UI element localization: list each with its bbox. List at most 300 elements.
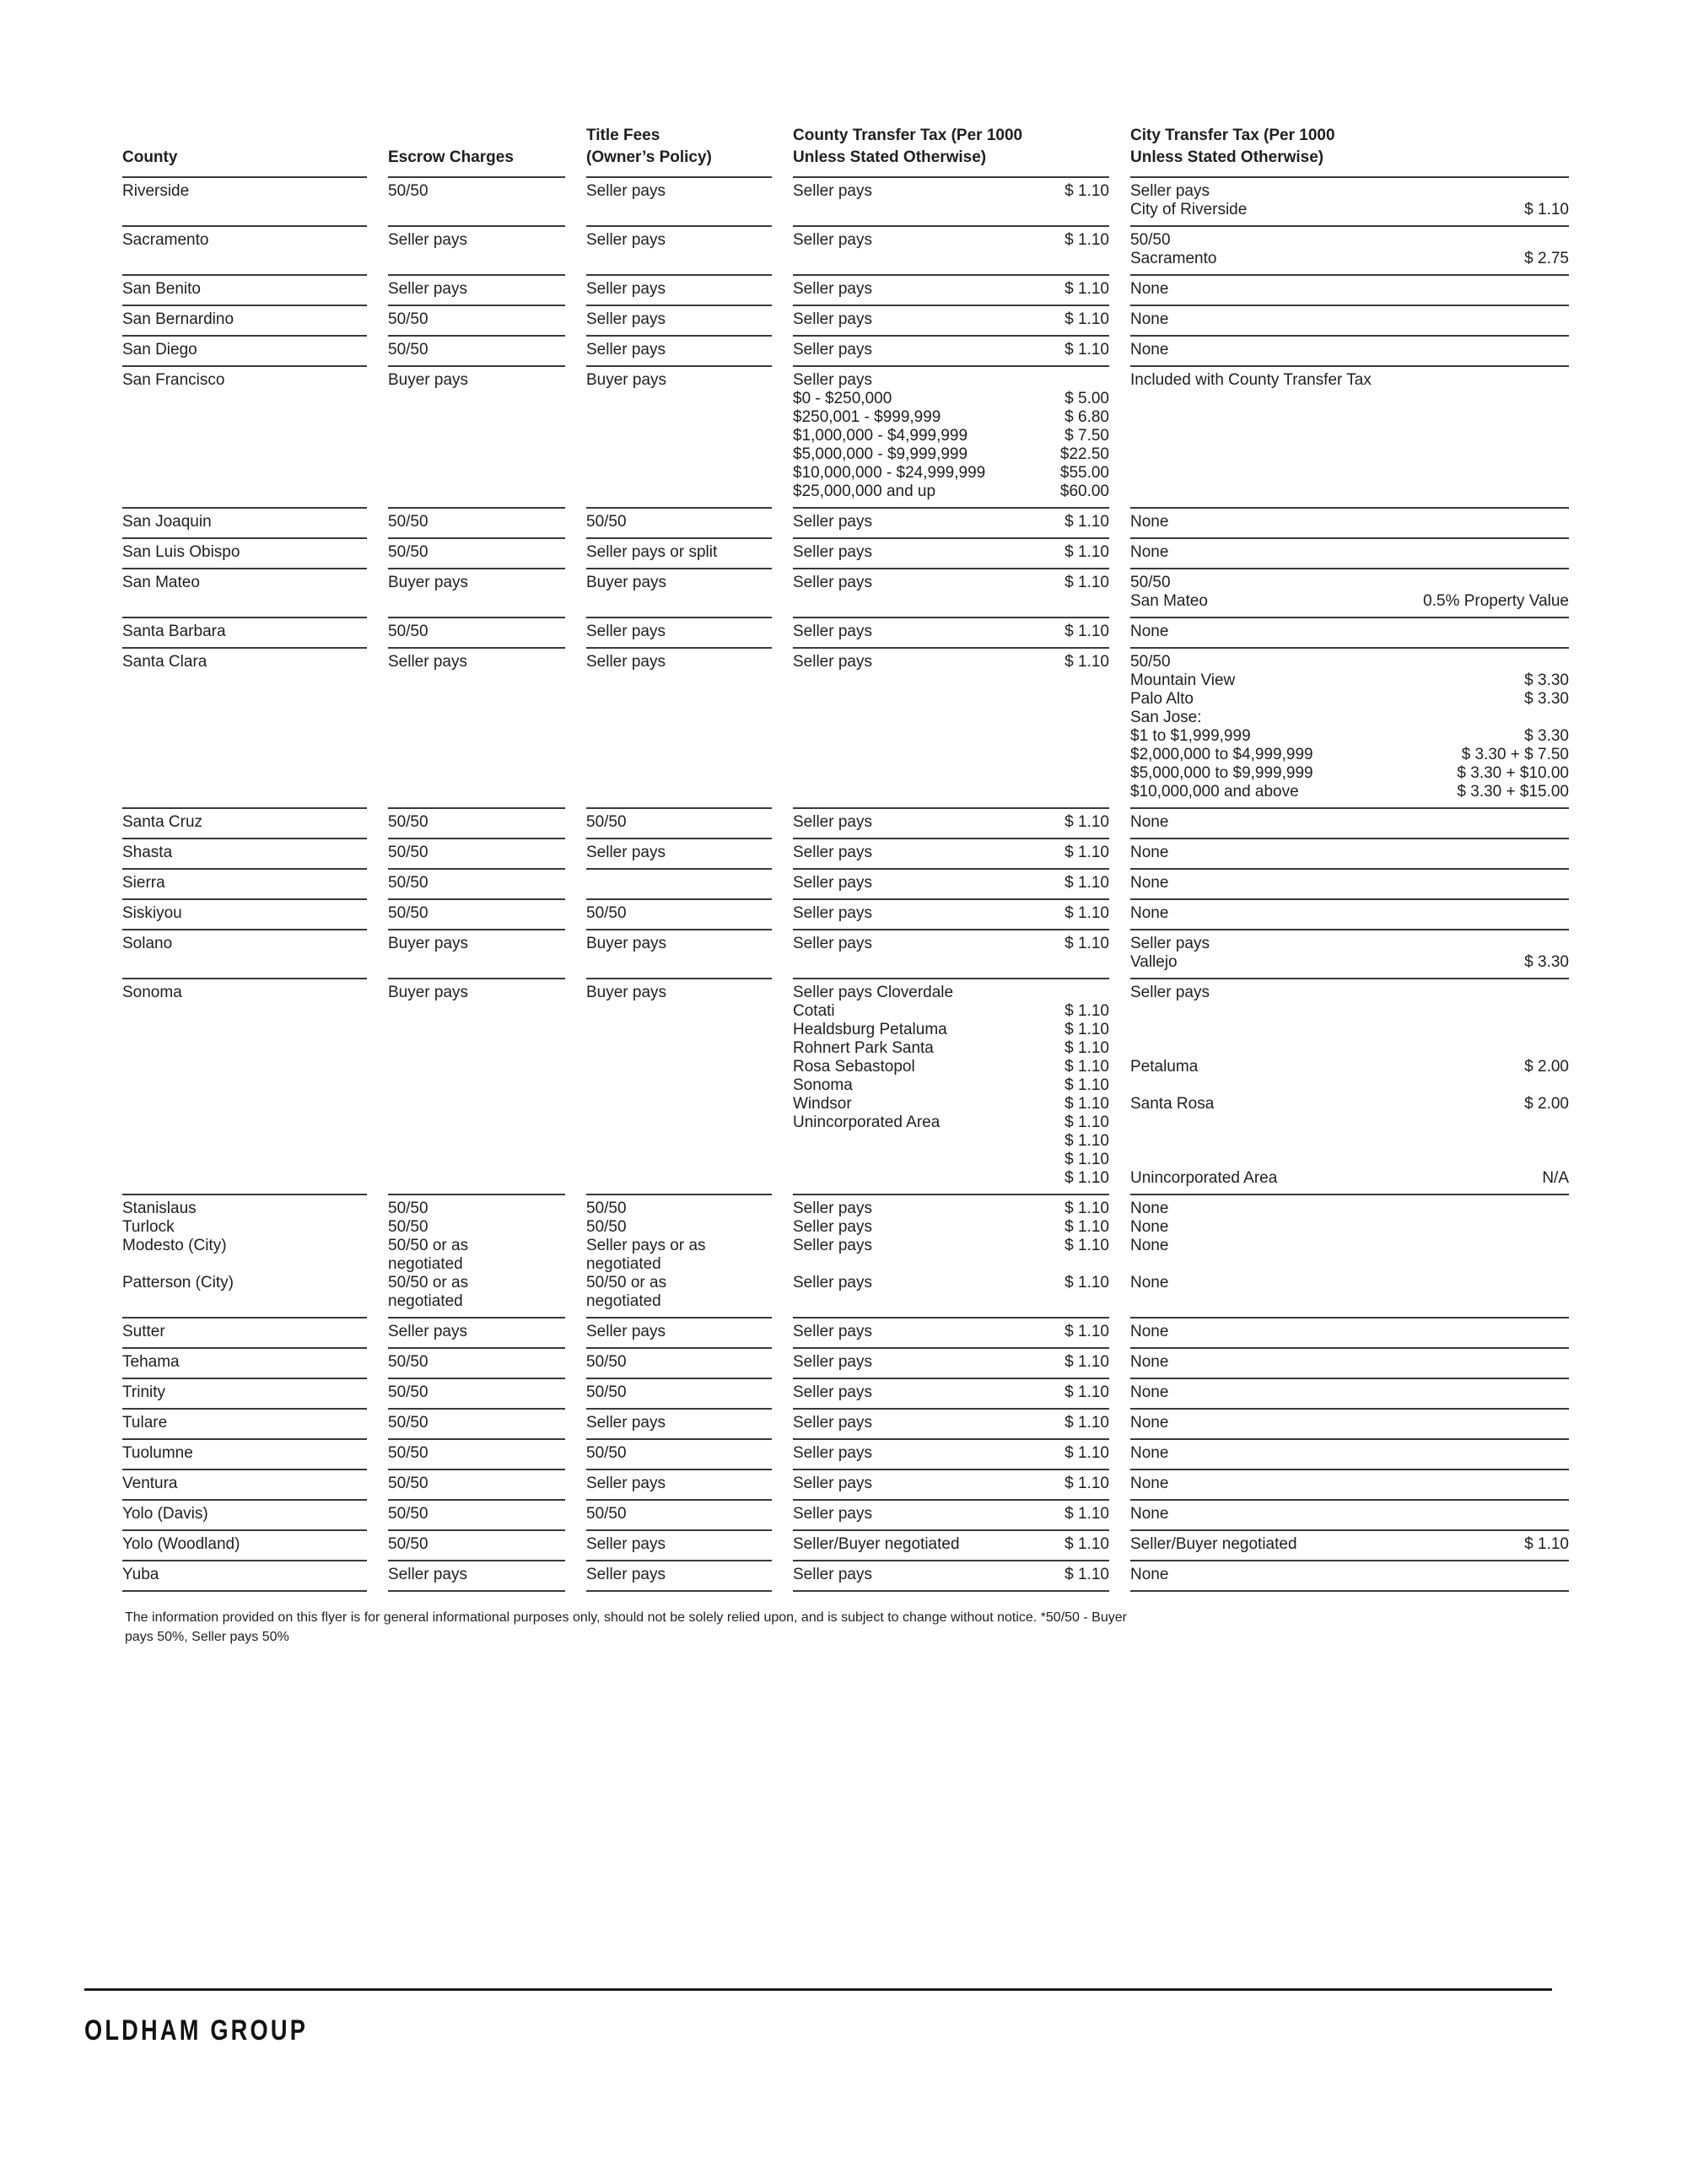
cell-city-transfer-tax <box>1130 898 1569 929</box>
cell-text: negotiated <box>388 1255 463 1273</box>
cell-line <box>1130 1444 1569 1463</box>
cell-text: Sonoma <box>122 984 182 1001</box>
cell-amount: $ 1.10 <box>1064 1237 1109 1254</box>
cell-text: Seller pays <box>793 1414 872 1432</box>
cell-line <box>1130 1255 1569 1274</box>
cell-line <box>1130 280 1569 299</box>
cell-text: Seller pays or split <box>586 543 718 561</box>
table-row <box>122 1438 1569 1469</box>
cell-text: Seller pays <box>586 182 666 200</box>
cell-line <box>586 310 772 329</box>
cell-text: Seller pays <box>388 1566 467 1583</box>
cell-text: San Mateo <box>122 574 200 591</box>
cell-line <box>1130 1274 1569 1292</box>
cell-line <box>586 1237 772 1255</box>
cell-text: Seller pays <box>793 1505 872 1523</box>
cell-text: Seller pays <box>793 513 872 531</box>
table-row <box>122 1317 1569 1347</box>
cell-county-transfer-tax <box>793 978 1109 1194</box>
cell-line <box>793 1475 1109 1493</box>
cell-amount: $ 1.10 <box>1064 1151 1109 1168</box>
column-header-line: Title Fees <box>586 127 660 144</box>
cell-county <box>122 305 367 335</box>
cell-line <box>388 513 565 531</box>
column-header-line: Unless Stated Otherwise) <box>1130 148 1324 166</box>
cell-line <box>388 984 565 1002</box>
cell-line <box>122 1200 367 1218</box>
cell-escrow-charges <box>388 1317 565 1347</box>
cell-line <box>1130 844 1569 862</box>
cell-line <box>122 310 367 329</box>
cell-title-fees <box>586 868 772 898</box>
cell-text: None <box>1130 310 1169 328</box>
cell-text: 50/50 <box>388 1505 428 1523</box>
cell-amount: $ 1.10 <box>1064 623 1109 640</box>
cell-line <box>1130 1566 1569 1584</box>
cell-line <box>1130 1169 1569 1188</box>
cell-line <box>122 1353 367 1372</box>
cell-text: Seller pays <box>793 1383 872 1401</box>
cell-amount: $ 1.10 <box>1064 513 1109 531</box>
cell-line <box>793 445 1109 464</box>
cell-text: Seller pays <box>793 182 872 200</box>
cell-amount: $ 1.10 <box>1064 1323 1109 1340</box>
cell-text: Seller pays <box>793 1237 872 1254</box>
cell-text: Seller pays <box>793 874 872 892</box>
cell-line <box>388 813 565 832</box>
cell-text: Modesto (City) <box>122 1237 227 1254</box>
cell-text: 50/50 <box>586 513 627 531</box>
cell-text: 50/50 <box>388 341 428 359</box>
cell-text: San Bernardino <box>122 310 234 328</box>
table-row <box>122 1529 1569 1560</box>
cell-line <box>122 623 367 641</box>
cell-line <box>122 653 367 671</box>
cell-text: Seller pays <box>1130 984 1210 1001</box>
cell-line <box>793 1002 1109 1021</box>
cell-title-fees <box>586 617 772 647</box>
cell-line <box>1130 1002 1569 1021</box>
cell-line <box>586 513 772 531</box>
cell-amount: $ 1.10 <box>1064 904 1109 922</box>
cell-line <box>586 341 772 359</box>
table-row <box>122 176 1569 225</box>
cell-text <box>1130 1076 1135 1095</box>
cell-text: San Francisco <box>122 371 225 389</box>
cell-text: 50/50 <box>388 904 428 922</box>
cell-text: 50/50 <box>586 1383 627 1401</box>
cell-text: San Luis Obispo <box>122 543 240 561</box>
cell-text: Seller pays <box>793 310 872 328</box>
table-row <box>122 537 1569 568</box>
cell-text: 50/50 <box>388 1444 428 1462</box>
cell-line <box>793 483 1109 501</box>
cell-text: 50/50 <box>388 1475 428 1492</box>
cell-line <box>586 182 772 201</box>
cell-escrow-charges <box>388 274 565 305</box>
tax-table-body <box>122 176 1569 1592</box>
column-header-county-transfer-tax <box>793 125 1109 176</box>
cell-line <box>586 1444 772 1463</box>
table-row <box>122 978 1569 1194</box>
cell-line <box>388 653 565 671</box>
cell-text: negotiated <box>586 1292 661 1310</box>
cell-title-fees <box>586 537 772 568</box>
column-header-line: County <box>122 148 178 166</box>
cell-text: Rosa Sebastopol <box>793 1058 915 1076</box>
cell-county-transfer-tax <box>793 1317 1109 1347</box>
cell-text: Seller pays <box>793 371 872 389</box>
cell-escrow-charges <box>388 617 565 647</box>
cell-text: Riverside <box>122 182 190 200</box>
table-row <box>122 1194 1569 1317</box>
cell-line <box>1130 904 1569 923</box>
cell-line <box>1130 341 1569 359</box>
cell-text: 50/50 <box>388 1200 428 1217</box>
cell-text: Seller pays <box>793 935 872 952</box>
cell-county <box>122 868 367 898</box>
cell-text: San Joaquin <box>122 513 212 531</box>
table-row <box>122 1560 1569 1592</box>
cell-line <box>793 653 1109 671</box>
cell-line <box>1130 623 1569 641</box>
cell-title-fees <box>586 838 772 868</box>
cell-county <box>122 1469 367 1499</box>
cell-text: 50/50 <box>1130 574 1171 591</box>
cell-county <box>122 647 367 807</box>
cell-text: 50/50 or as <box>586 1274 667 1292</box>
cell-line <box>793 1039 1109 1058</box>
cell-amount: $ 1.10 <box>1064 1383 1109 1401</box>
cell-title-fees <box>586 1317 772 1347</box>
cell-title-fees <box>586 647 772 807</box>
cell-city-transfer-tax <box>1130 305 1569 335</box>
cell-text: Seller pays <box>586 1475 666 1492</box>
cell-escrow-charges <box>388 838 565 868</box>
cell-county-transfer-tax <box>793 868 1109 898</box>
cell-text: Healdsburg Petaluma <box>793 1021 947 1038</box>
cell-text: 50/50 <box>388 874 428 892</box>
cell-amount: $ 1.10 <box>1064 1039 1109 1057</box>
cell-title-fees <box>586 1378 772 1408</box>
cell-text: Sierra <box>122 874 165 892</box>
cell-amount: $ 1.10 <box>1064 1095 1109 1113</box>
cell-line <box>122 1414 367 1432</box>
cell-line <box>122 543 367 562</box>
cell-county-transfer-tax <box>793 1438 1109 1469</box>
cell-line <box>586 813 772 832</box>
cell-line <box>122 1218 367 1237</box>
cell-escrow-charges <box>388 647 565 807</box>
cell-amount: $ 3.30 + $15.00 <box>1457 783 1569 801</box>
cell-line <box>122 813 367 832</box>
cell-text: Seller pays <box>586 310 666 328</box>
table-row <box>122 1378 1569 1408</box>
cell-amount: $ 1.10 <box>1064 1021 1109 1038</box>
cell-line <box>388 1505 565 1523</box>
cell-line <box>586 1292 772 1311</box>
cell-line <box>388 1444 565 1463</box>
cell-text: Seller pays <box>793 1353 872 1371</box>
cell-text: $10,000,000 and above <box>1130 783 1299 801</box>
cell-line <box>793 390 1109 408</box>
cell-text: 50/50 <box>388 310 428 328</box>
cell-city-transfer-tax <box>1130 1560 1569 1592</box>
cell-text: Stanislaus <box>122 1200 197 1217</box>
cell-line <box>1130 709 1569 727</box>
cell-amount: $ 1.10 <box>1064 1058 1109 1076</box>
cell-text: None <box>1130 874 1169 892</box>
cell-county-transfer-tax <box>793 898 1109 929</box>
cell-city-transfer-tax <box>1130 274 1569 305</box>
cell-text: Seller/Buyer negotiated <box>1130 1535 1297 1553</box>
cell-text: Santa Clara <box>122 653 208 671</box>
cell-line <box>586 653 772 671</box>
cell-text: Shasta <box>122 844 173 861</box>
cell-amount: $ 1.10 <box>1064 182 1109 200</box>
cell-title-fees <box>586 225 772 274</box>
cell-line <box>122 1383 367 1402</box>
cell-county <box>122 507 367 537</box>
cell-text: Seller pays <box>586 1323 666 1340</box>
cell-line <box>586 844 772 862</box>
cell-county-transfer-tax <box>793 617 1109 647</box>
cell-city-transfer-tax <box>1130 1317 1569 1347</box>
cell-text: Seller pays <box>793 904 872 922</box>
column-header-line: (Owner’s Policy) <box>586 148 712 166</box>
cell-county-transfer-tax <box>793 335 1109 365</box>
cell-line <box>1130 1535 1569 1554</box>
cell-line <box>586 874 772 892</box>
cell-amount: $ 1.10 <box>1064 935 1109 952</box>
cell-amount: $ 1.10 <box>1064 543 1109 561</box>
cell-escrow-charges <box>388 1529 565 1560</box>
cell-escrow-charges <box>388 225 565 274</box>
cell-text: Santa Barbara <box>122 623 226 640</box>
cell-text: Seller pays <box>793 844 872 861</box>
cell-amount: $ 1.10 <box>1064 231 1109 249</box>
cell-title-fees <box>586 807 772 838</box>
cell-line <box>586 935 772 953</box>
cell-title-fees <box>586 274 772 305</box>
cell-escrow-charges <box>388 335 565 365</box>
cell-text: Trinity <box>122 1383 166 1401</box>
cell-city-transfer-tax <box>1130 978 1569 1194</box>
cell-text: Seller pays <box>1130 935 1210 952</box>
cell-line <box>793 1237 1109 1255</box>
cell-amount: $ 2.00 <box>1524 1058 1569 1076</box>
cell-text: Buyer pays <box>388 984 469 1001</box>
cell-title-fees <box>586 898 772 929</box>
cell-text: Seller pays <box>388 280 467 298</box>
cell-county-transfer-tax <box>793 1408 1109 1438</box>
cell-text: negotiated <box>388 1292 463 1310</box>
cell-line <box>122 984 367 1002</box>
cell-county-transfer-tax <box>793 1499 1109 1529</box>
cell-text: Seller pays <box>586 1414 666 1432</box>
cell-county-transfer-tax <box>793 838 1109 868</box>
cell-line <box>793 310 1109 329</box>
cell-escrow-charges <box>388 929 565 978</box>
cell-amount: $ 1.10 <box>1064 1114 1109 1131</box>
cell-text <box>793 1255 797 1274</box>
cell-text: Seller pays <box>793 231 872 249</box>
cell-line <box>793 371 1109 390</box>
cell-line <box>586 1353 772 1372</box>
cell-text: None <box>1130 280 1169 298</box>
cell-text: None <box>1130 543 1169 561</box>
cell-city-transfer-tax <box>1130 1347 1569 1378</box>
cell-line <box>388 623 565 641</box>
cell-text: Seller pays <box>793 341 872 359</box>
cell-amount: $ 1.10 <box>1064 653 1109 671</box>
cell-text <box>793 1132 797 1151</box>
cell-line <box>793 1414 1109 1432</box>
cell-amount: $ 1.10 <box>1064 1132 1109 1150</box>
cell-line <box>1130 310 1569 329</box>
cell-city-transfer-tax <box>1130 1499 1569 1529</box>
cell-text: None <box>1130 1383 1169 1401</box>
cell-text: 50/50 <box>586 904 627 922</box>
cell-line <box>793 1169 1109 1188</box>
column-header-line: Escrow Charges <box>388 148 514 166</box>
cell-amount: $ 3.30 <box>1524 953 1569 971</box>
cell-text: Buyer pays <box>388 371 469 389</box>
cell-city-transfer-tax <box>1130 335 1569 365</box>
cell-text: $5,000,000 - $9,999,999 <box>793 445 968 463</box>
cell-line <box>388 341 565 359</box>
cell-line <box>586 371 772 390</box>
cell-county-transfer-tax <box>793 647 1109 807</box>
cell-title-fees <box>586 1194 772 1317</box>
cell-amount: $ 1.10 <box>1064 1444 1109 1462</box>
cell-title-fees <box>586 305 772 335</box>
cell-city-transfer-tax <box>1130 365 1569 507</box>
cell-line <box>793 623 1109 641</box>
table-row <box>122 807 1569 838</box>
cell-text: Sutter <box>122 1323 165 1340</box>
cell-text: Mountain View <box>1130 671 1236 689</box>
cell-text: Buyer pays <box>388 574 469 591</box>
cell-text: Seller pays <box>793 1475 872 1492</box>
cell-line <box>388 1218 565 1237</box>
cell-text: Seller pays <box>1130 182 1210 200</box>
cell-text <box>1130 1151 1135 1169</box>
cell-text: San Mateo <box>1130 592 1208 610</box>
cell-line <box>1130 371 1569 390</box>
cell-title-fees <box>586 568 772 617</box>
column-header-county <box>122 125 367 176</box>
cell-line <box>793 513 1109 531</box>
cell-county-transfer-tax <box>793 274 1109 305</box>
cell-city-transfer-tax <box>1130 838 1569 868</box>
cell-text: Sacramento <box>122 231 209 249</box>
cell-amount: $ 1.10 <box>1064 1475 1109 1492</box>
cell-text: Seller pays <box>793 1566 872 1583</box>
cell-text: Seller pays <box>793 623 872 640</box>
cell-escrow-charges <box>388 568 565 617</box>
cell-amount: $ 1.10 <box>1524 1535 1569 1553</box>
cell-county-transfer-tax <box>793 807 1109 838</box>
cell-line <box>1130 813 1569 832</box>
cell-text: 50/50 <box>388 543 428 561</box>
cell-line <box>388 844 565 862</box>
cell-line <box>1130 231 1569 250</box>
cell-line <box>793 574 1109 592</box>
cell-text: Seller pays <box>793 1218 872 1236</box>
cell-text: Seller pays <box>586 280 666 298</box>
cell-amount: $ 1.10 <box>1064 1076 1109 1094</box>
cell-line <box>122 1475 367 1493</box>
cell-line <box>793 280 1109 299</box>
cell-text: Rohnert Park Santa <box>793 1039 934 1057</box>
cell-city-transfer-tax <box>1130 617 1569 647</box>
cell-city-transfer-tax <box>1130 1408 1569 1438</box>
cell-line <box>1130 653 1569 671</box>
cell-amount: $ 3.30 + $ 7.50 <box>1461 746 1569 763</box>
cell-line <box>586 904 772 923</box>
cell-amount: $ 3.30 <box>1524 727 1569 745</box>
cell-line <box>122 574 367 592</box>
column-header-city-transfer-tax <box>1130 125 1569 176</box>
cell-text: None <box>1130 844 1169 861</box>
cell-line <box>793 1095 1109 1114</box>
cell-text: Seller/Buyer negotiated <box>793 1535 960 1553</box>
cell-city-transfer-tax <box>1130 647 1569 807</box>
cell-county <box>122 1438 367 1469</box>
cell-line <box>1130 764 1569 783</box>
cell-line <box>793 984 1109 1002</box>
cell-title-fees <box>586 365 772 507</box>
cell-text: Siskiyou <box>122 904 182 922</box>
cell-line <box>122 1444 367 1463</box>
cell-text: Seller pays <box>586 1535 666 1553</box>
cell-escrow-charges <box>388 1378 565 1408</box>
cell-line <box>1130 1058 1569 1076</box>
cell-line <box>122 371 367 390</box>
cell-line <box>793 1114 1109 1132</box>
cell-amount: $ 1.10 <box>1064 1200 1109 1217</box>
cell-amount: $ 1.10 <box>1064 1169 1109 1187</box>
cell-text: Seller pays <box>793 1323 872 1340</box>
cell-line <box>388 1323 565 1341</box>
cell-county-transfer-tax <box>793 1378 1109 1408</box>
cell-line <box>1130 1353 1569 1372</box>
cell-text: None <box>1130 904 1169 922</box>
disclaimer-footnote <box>125 1608 1569 1647</box>
cell-text: None <box>1130 1274 1169 1292</box>
cell-text: 50/50 <box>586 1444 627 1462</box>
cell-county <box>122 1317 367 1347</box>
cell-text: Yolo (Davis) <box>122 1505 208 1523</box>
cell-amount: $ 1.10 <box>1064 874 1109 892</box>
cell-text: Seller pays <box>586 231 666 249</box>
cell-amount: $55.00 <box>1059 464 1109 482</box>
cell-text: Seller pays <box>793 1274 872 1292</box>
cell-city-transfer-tax <box>1130 507 1569 537</box>
cell-line <box>122 513 367 531</box>
cell-line <box>586 1255 772 1274</box>
cell-escrow-charges <box>388 978 565 1194</box>
cell-amount: $ 1.10 <box>1524 201 1569 218</box>
cell-text: None <box>1130 813 1169 831</box>
cell-text: None <box>1130 1237 1169 1254</box>
cell-text: Vallejo <box>1130 953 1178 971</box>
cell-line <box>793 1151 1109 1169</box>
cell-text: Solano <box>122 935 173 952</box>
cell-escrow-charges <box>388 1408 565 1438</box>
cell-text: 50/50 <box>388 1383 428 1401</box>
